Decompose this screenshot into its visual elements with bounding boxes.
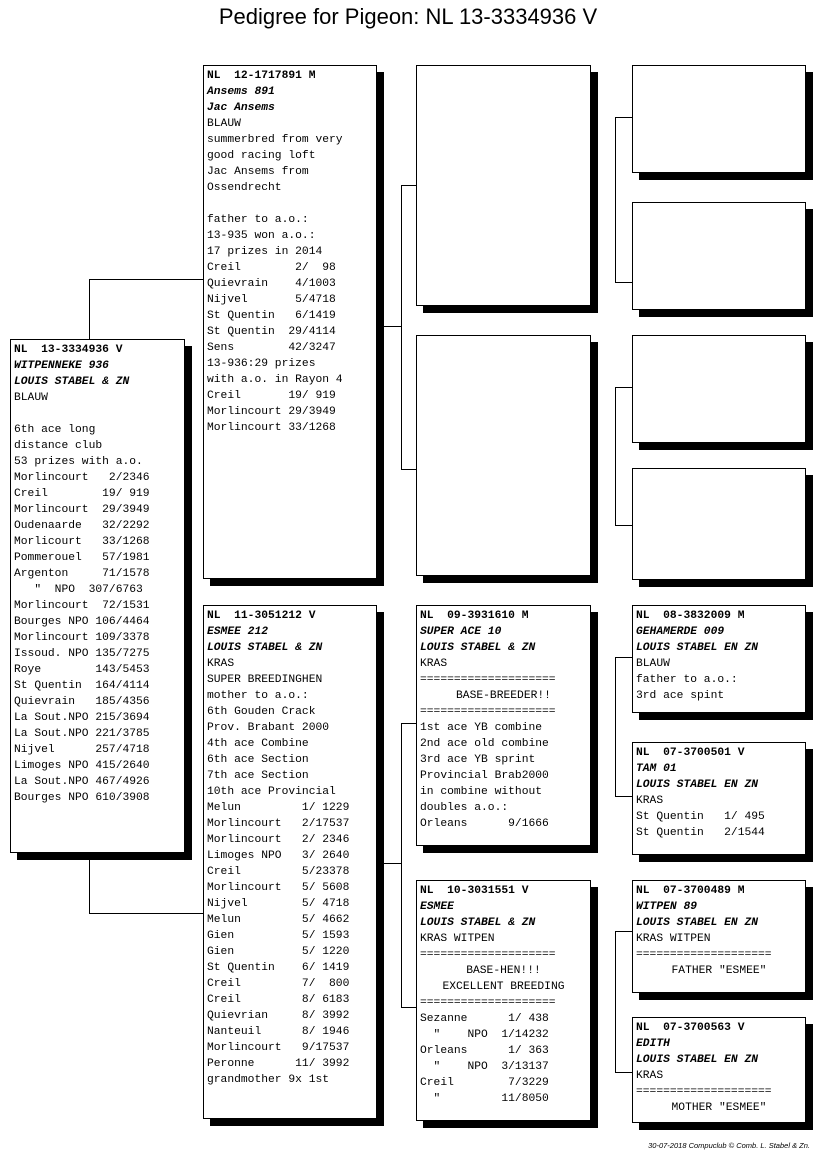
card-line: 6th ace Section xyxy=(207,754,309,766)
card-line: St Quentin 6/ 1419 xyxy=(207,962,350,974)
card-line: ==================== xyxy=(420,674,556,686)
card-line: 3rd ace YB sprint xyxy=(420,754,536,766)
card-line: 2nd ace old combine xyxy=(420,738,549,750)
ring-number: NL 07-3700489 M xyxy=(636,885,745,897)
card-line: doubles a.o.: xyxy=(420,802,509,814)
card-line: Quievrain 4/1003 xyxy=(207,278,336,290)
card-line: La Sout.NPO 221/3785 xyxy=(14,728,150,740)
card-line: in combine without xyxy=(420,786,543,798)
card-line: 53 prizes with a.o. xyxy=(14,456,143,468)
card-line: Peronne 11/ 3992 xyxy=(207,1058,350,1070)
card-line: KRAS WITPEN xyxy=(636,933,711,945)
connector-ds-parents xyxy=(615,657,633,797)
card-line: 4th ace Combine xyxy=(207,738,309,750)
card-line: 13-936:29 prizes xyxy=(207,358,316,370)
pigeon-card-sire-sire xyxy=(416,65,591,306)
card-line: 1st ace YB combine xyxy=(420,722,543,734)
page-title: Pedigree for Pigeon: NL 13-3334936 V xyxy=(218,4,598,29)
card-line: KRAS WITPEN xyxy=(420,933,495,945)
footer-credit: 30-07-2018 Compuclub © Comb. L. Stabel & Zn. xyxy=(648,1141,810,1150)
card-line: KRAS xyxy=(636,1070,664,1082)
pigeon-card-ssd xyxy=(632,202,806,310)
card-line: Morlincourt 5/ 5608 xyxy=(207,882,350,894)
card-line: Morlincourt 72/1531 xyxy=(14,600,150,612)
card-line: St Quentin 2/1544 xyxy=(636,827,765,839)
card-line: Creil 19/ 919 xyxy=(207,390,336,402)
card-line: Morlincourt 29/3949 xyxy=(207,406,336,418)
card-line: Orleans 1/ 363 xyxy=(420,1045,549,1057)
card-line: ==================== xyxy=(420,706,556,718)
card-line: Prov. Brabant 2000 xyxy=(207,722,330,734)
card-line: EXCELLENT BREEDING xyxy=(442,981,565,993)
card-line: EDITH xyxy=(636,1038,670,1050)
card-line: BLAUW xyxy=(14,392,48,404)
card-line: ==================== xyxy=(420,997,556,1009)
card-line: 17 prizes in 2014 xyxy=(207,246,323,258)
card-line: Morlincourt 2/ 2346 xyxy=(207,834,350,846)
card-line: Morlincourt 33/1268 xyxy=(207,422,336,434)
ring-number: NL 07-3700501 V xyxy=(636,747,745,759)
card-line: Nijvel 257/4718 xyxy=(14,744,150,756)
connector-sd-parents xyxy=(615,387,633,526)
card-line: BASE-HEN!!! xyxy=(466,965,541,977)
card-line: distance club xyxy=(14,440,103,452)
ring-number: NL 12-1717891 M xyxy=(207,70,316,82)
card-line: 7th ace Section xyxy=(207,770,309,782)
card-line: Pommerouel 57/1981 xyxy=(14,552,150,564)
card-line: WITPENNEKE 936 xyxy=(14,360,109,372)
card-line: ==================== xyxy=(636,949,772,961)
card-line: ESMEE xyxy=(420,901,454,913)
connector-ss-parents xyxy=(615,117,633,283)
card-line: KRAS xyxy=(636,795,664,807)
card-line: 6th Gouden Crack xyxy=(207,706,316,718)
card-line: KRAS xyxy=(420,658,448,670)
card-line: WITPEN 89 xyxy=(636,901,698,913)
card-line: father to a.o.: xyxy=(636,674,738,686)
card-line: Melun 1/ 1229 xyxy=(207,802,350,814)
card-line: LOUIS STABEL & ZN xyxy=(420,917,536,929)
card-line: " 11/8050 xyxy=(420,1093,549,1105)
ring-number: NL 10-3031551 V xyxy=(420,885,529,897)
card-line: Creil 8/ 6183 xyxy=(207,994,350,1006)
card-line: La Sout.NPO 215/3694 xyxy=(14,712,150,724)
card-line: MOTHER "ESMEE" xyxy=(671,1102,767,1114)
card-line: Creil 7/ 800 xyxy=(207,978,350,990)
card-line: LOUIS STABEL & ZN xyxy=(420,642,536,654)
card-line: 13-935 won a.o.: xyxy=(207,230,316,242)
card-line: with a.o. in Rayon 4 xyxy=(207,374,343,386)
card-line: GEHAMERDE 009 xyxy=(636,626,725,638)
card-line: Creil 7/3229 xyxy=(420,1077,549,1089)
card-line: Argenton 71/1578 xyxy=(14,568,150,580)
card-line: LOUIS STABEL EN ZN xyxy=(636,917,759,929)
card-line: LOUIS STABEL EN ZN xyxy=(636,642,759,654)
connector-sire-tick xyxy=(384,326,401,327)
card-line: LOUIS STABEL & ZN xyxy=(14,376,130,388)
card-line: 6th ace long xyxy=(14,424,96,436)
card-line: Creil 19/ 919 xyxy=(14,488,150,500)
card-line: SUPER BREEDINGHEN xyxy=(207,674,323,686)
pigeon-card-sss xyxy=(632,65,806,173)
card-line: Morlincourt 109/3378 xyxy=(14,632,150,644)
pigeon-card-dam xyxy=(203,605,377,1119)
pigeon-card-subject xyxy=(10,339,185,853)
connector-dd-parents xyxy=(615,931,633,1073)
card-line: LOUIS STABEL & ZN xyxy=(207,642,323,654)
card-line: La Sout.NPO 467/4926 xyxy=(14,776,150,788)
card-line: LOUIS STABEL EN ZN xyxy=(636,779,759,791)
card-line: Morlicourt 33/1268 xyxy=(14,536,150,548)
card-line: TAM 01 xyxy=(636,763,677,775)
card-line: Melun 5/ 4662 xyxy=(207,914,350,926)
card-line: Sezanne 1/ 438 xyxy=(420,1013,549,1025)
pigeon-card-sire-dam xyxy=(416,335,591,576)
pigeon-card-dds xyxy=(632,880,806,993)
card-line: St Quentin 1/ 495 xyxy=(636,811,765,823)
pigeon-card-sds xyxy=(632,335,806,443)
card-line: good racing loft xyxy=(207,150,316,162)
card-line: father to a.o.: xyxy=(207,214,309,226)
card-line: Bourges NPO 610/3908 xyxy=(14,792,150,804)
card-line: Limoges NPO 415/2640 xyxy=(14,760,150,772)
card-line: Ansems 891 xyxy=(207,86,275,98)
card-line: Roye 143/5453 xyxy=(14,664,150,676)
card-line: Morlincourt 9/17537 xyxy=(207,1042,350,1054)
card-line: " NPO 1/14232 xyxy=(420,1029,549,1041)
pigeon-card-dsd xyxy=(632,742,806,855)
card-line: Creil 5/23378 xyxy=(207,866,350,878)
card-line: St Quentin 29/4114 xyxy=(207,326,336,338)
ring-number: NL 09-3931610 M xyxy=(420,610,529,622)
card-line: 10th ace Provincial xyxy=(207,786,336,798)
pigeon-card-dss xyxy=(632,605,806,713)
card-line: St Quentin 6/1419 xyxy=(207,310,336,322)
card-line: Creil 2/ 98 xyxy=(207,262,336,274)
card-line: Limoges NPO 3/ 2640 xyxy=(207,850,350,862)
card-line: Provincial Brab2000 xyxy=(420,770,549,782)
pigeon-card-sire xyxy=(203,65,377,579)
card-line: mother to a.o.: xyxy=(207,690,309,702)
card-line: Sens 42/3247 xyxy=(207,342,336,354)
card-line: BASE-BREEDER!! xyxy=(456,690,551,702)
card-line: St Quentin 164/4114 xyxy=(14,680,150,692)
card-line: Orleans 9/1666 xyxy=(420,818,549,830)
card-line: Quievrian 8/ 3992 xyxy=(207,1010,350,1022)
card-line: Morlincourt 2/17537 xyxy=(207,818,350,830)
ring-number: NL 07-3700563 V xyxy=(636,1022,745,1034)
card-line: Issoud. NPO 135/7275 xyxy=(14,648,150,660)
card-line: ==================== xyxy=(420,949,556,961)
card-line: " NPO 3/13137 xyxy=(420,1061,549,1073)
pigeon-card-ddd xyxy=(632,1017,806,1123)
card-line: summerbred from very xyxy=(207,134,343,146)
connector-dam-tick xyxy=(384,863,401,864)
card-line: Quievrain 185/4356 xyxy=(14,696,150,708)
card-line: Bourges NPO 106/4464 xyxy=(14,616,150,628)
card-line: grandmother 9x 1st xyxy=(207,1074,330,1086)
ring-number: NL 08-3832009 M xyxy=(636,610,745,622)
card-line: Nijvel 5/4718 xyxy=(207,294,336,306)
card-line: Gien 5/ 1593 xyxy=(207,930,350,942)
card-line: ==================== xyxy=(636,1086,772,1098)
card-line: SUPER ACE 10 xyxy=(420,626,502,638)
card-line: Jac Ansems from xyxy=(207,166,309,178)
card-line xyxy=(207,196,373,212)
card-line: Nijvel 5/ 4718 xyxy=(207,898,350,910)
card-line: Ossendrecht xyxy=(207,182,282,194)
card-line: BLAUW xyxy=(636,658,670,670)
ring-number: NL 11-3051212 V xyxy=(207,610,316,622)
card-line xyxy=(14,406,181,422)
pigeon-card-dam-sire xyxy=(416,605,591,846)
pigeon-card-sdd xyxy=(632,468,806,580)
card-line: Nanteuil 8/ 1946 xyxy=(207,1026,350,1038)
pigeon-card-dam-dam xyxy=(416,880,591,1121)
card-line: ESMEE 212 xyxy=(207,626,269,638)
card-line: 3rd ace spint xyxy=(636,690,725,702)
card-line: Jac Ansems xyxy=(207,102,275,114)
card-line: FATHER "ESMEE" xyxy=(671,965,767,977)
ring-number: NL 13-3334936 V xyxy=(14,344,123,356)
card-line: BLAUW xyxy=(207,118,241,130)
card-line: LOUIS STABEL EN ZN xyxy=(636,1054,759,1066)
card-line: KRAS xyxy=(207,658,235,670)
card-line: Gien 5/ 1220 xyxy=(207,946,350,958)
card-line: Morlincourt 2/2346 xyxy=(14,472,150,484)
card-line: Oudenaarde 32/2292 xyxy=(14,520,150,532)
card-line: " NPO 307/6763 xyxy=(14,584,143,596)
card-line: Morlincourt 29/3949 xyxy=(14,504,150,516)
